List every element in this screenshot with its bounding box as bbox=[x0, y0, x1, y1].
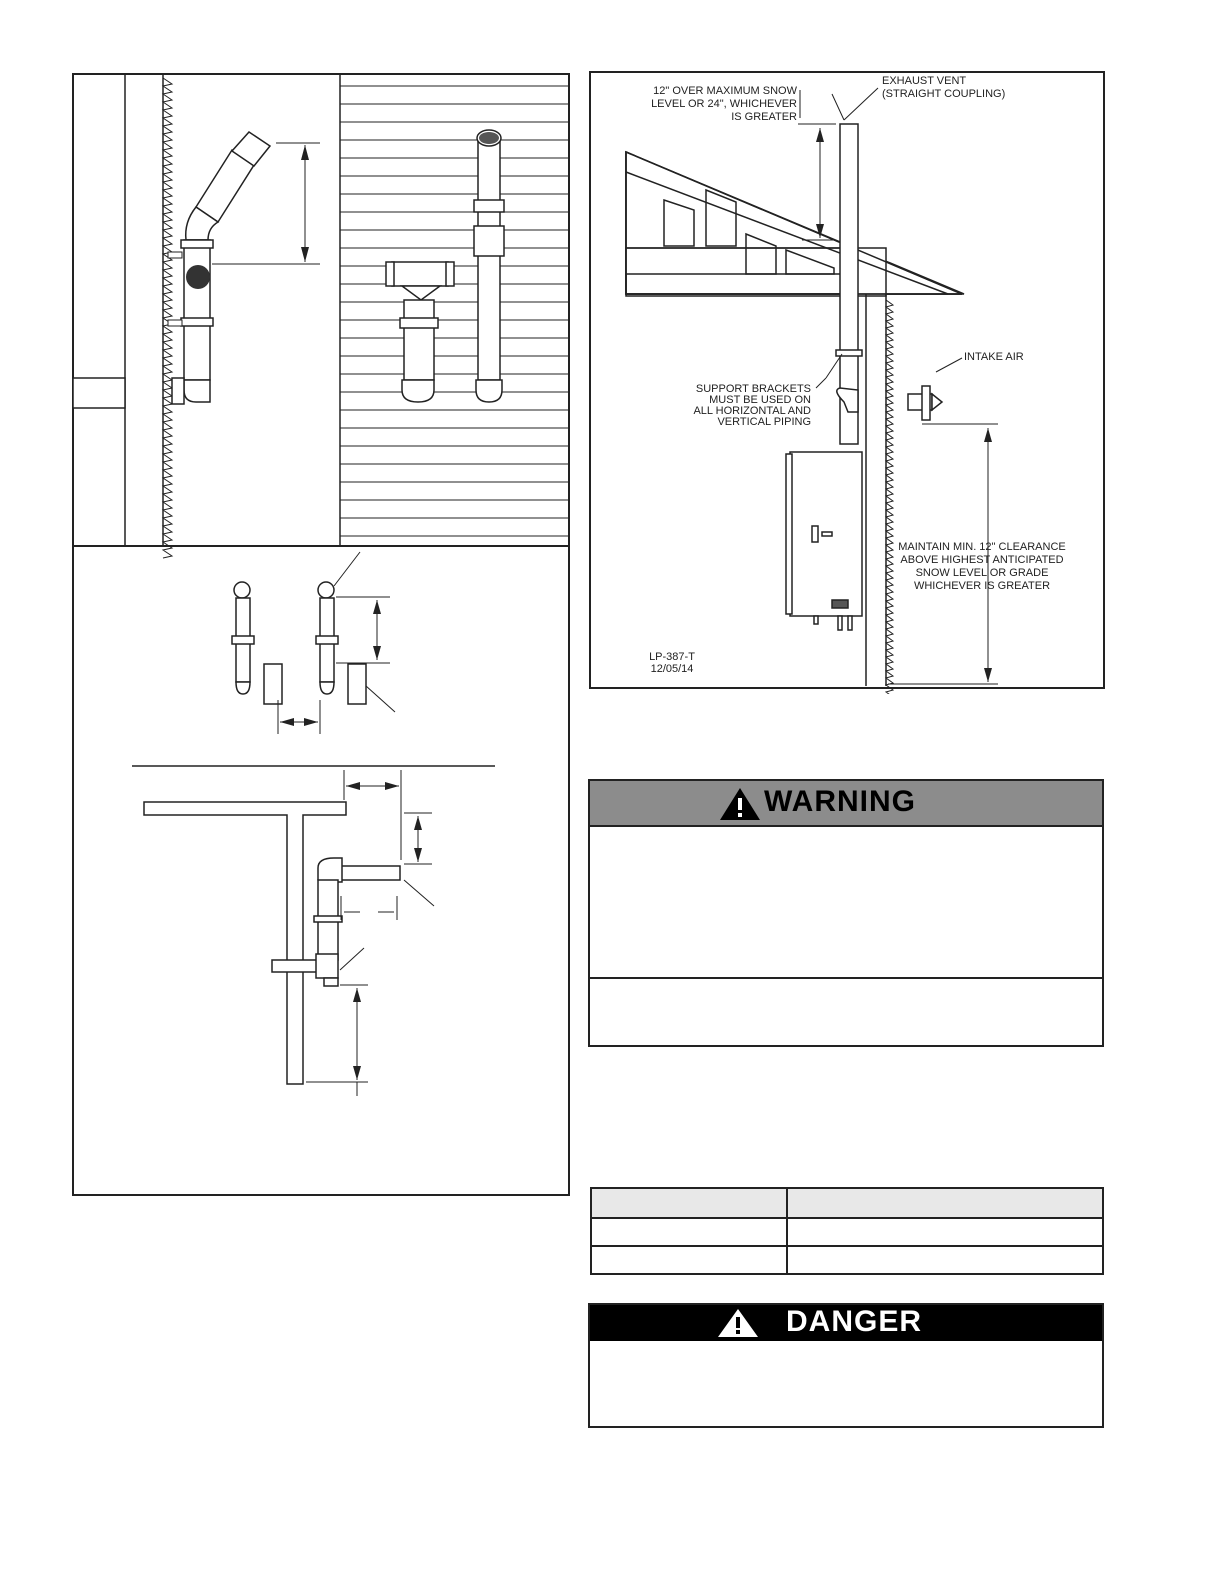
siding-wall-view bbox=[340, 86, 569, 536]
danger-title: DANGER bbox=[786, 1305, 923, 1338]
side-wall-view bbox=[73, 74, 320, 558]
drawing-date: 12/05/14 bbox=[650, 663, 694, 675]
drawing-number: LP-387-T bbox=[649, 651, 695, 663]
clearance-label-line2: ABOVE HIGHEST ANTICIPATED bbox=[900, 554, 1064, 566]
warning-header bbox=[590, 781, 1102, 827]
exhaust-label-line2: (STRAIGHT COUPLING) bbox=[882, 88, 1006, 100]
snow-label-line2: LEVEL OR 24", WHICHEVER bbox=[651, 98, 797, 110]
support-label-line2: MUST BE USED ON bbox=[709, 394, 811, 406]
danger-header bbox=[590, 1305, 1102, 1341]
warning-box bbox=[588, 779, 1104, 1047]
support-label-line4: VERTICAL PIPING bbox=[717, 416, 811, 428]
table-cell bbox=[590, 1217, 788, 1247]
table-cell bbox=[590, 1245, 788, 1275]
clearance-label-line1: MAINTAIN MIN. 12" CLEARANCE bbox=[898, 541, 1066, 553]
clearance-label-line4: WHICHEVER IS GREATER bbox=[913, 580, 1051, 592]
warning-title: WARNING bbox=[764, 785, 916, 818]
side-section-view bbox=[132, 766, 495, 1084]
snow-label-line1: 12" OVER MAXIMUM SNOW bbox=[653, 85, 797, 97]
front-elevation-view bbox=[232, 582, 366, 704]
warning-triangle-icon bbox=[718, 786, 762, 822]
snow-label-line3: IS GREATER bbox=[731, 111, 797, 123]
support-label-line1: SUPPORT BRACKETS bbox=[695, 383, 811, 395]
intake-label: INTAKE AIR bbox=[964, 351, 1024, 363]
warning-divider bbox=[590, 977, 1102, 979]
exhaust-label-line1: EXHAUST VENT bbox=[882, 75, 967, 87]
danger-triangle-icon bbox=[716, 1307, 760, 1339]
clearance-label-line3: SNOW LEVEL OR GRADE bbox=[915, 567, 1049, 579]
data-table bbox=[590, 1187, 1104, 1277]
support-label-line3: ALL HORIZONTAL AND bbox=[693, 405, 811, 417]
vertical-vent-diagram bbox=[586, 68, 1110, 694]
left-vent-figure bbox=[0, 0, 600, 1210]
danger-box bbox=[588, 1303, 1104, 1428]
table-header-cell bbox=[786, 1187, 1104, 1219]
table-cell bbox=[786, 1217, 1104, 1247]
table-header-cell bbox=[590, 1187, 788, 1219]
table-cell bbox=[786, 1245, 1104, 1275]
